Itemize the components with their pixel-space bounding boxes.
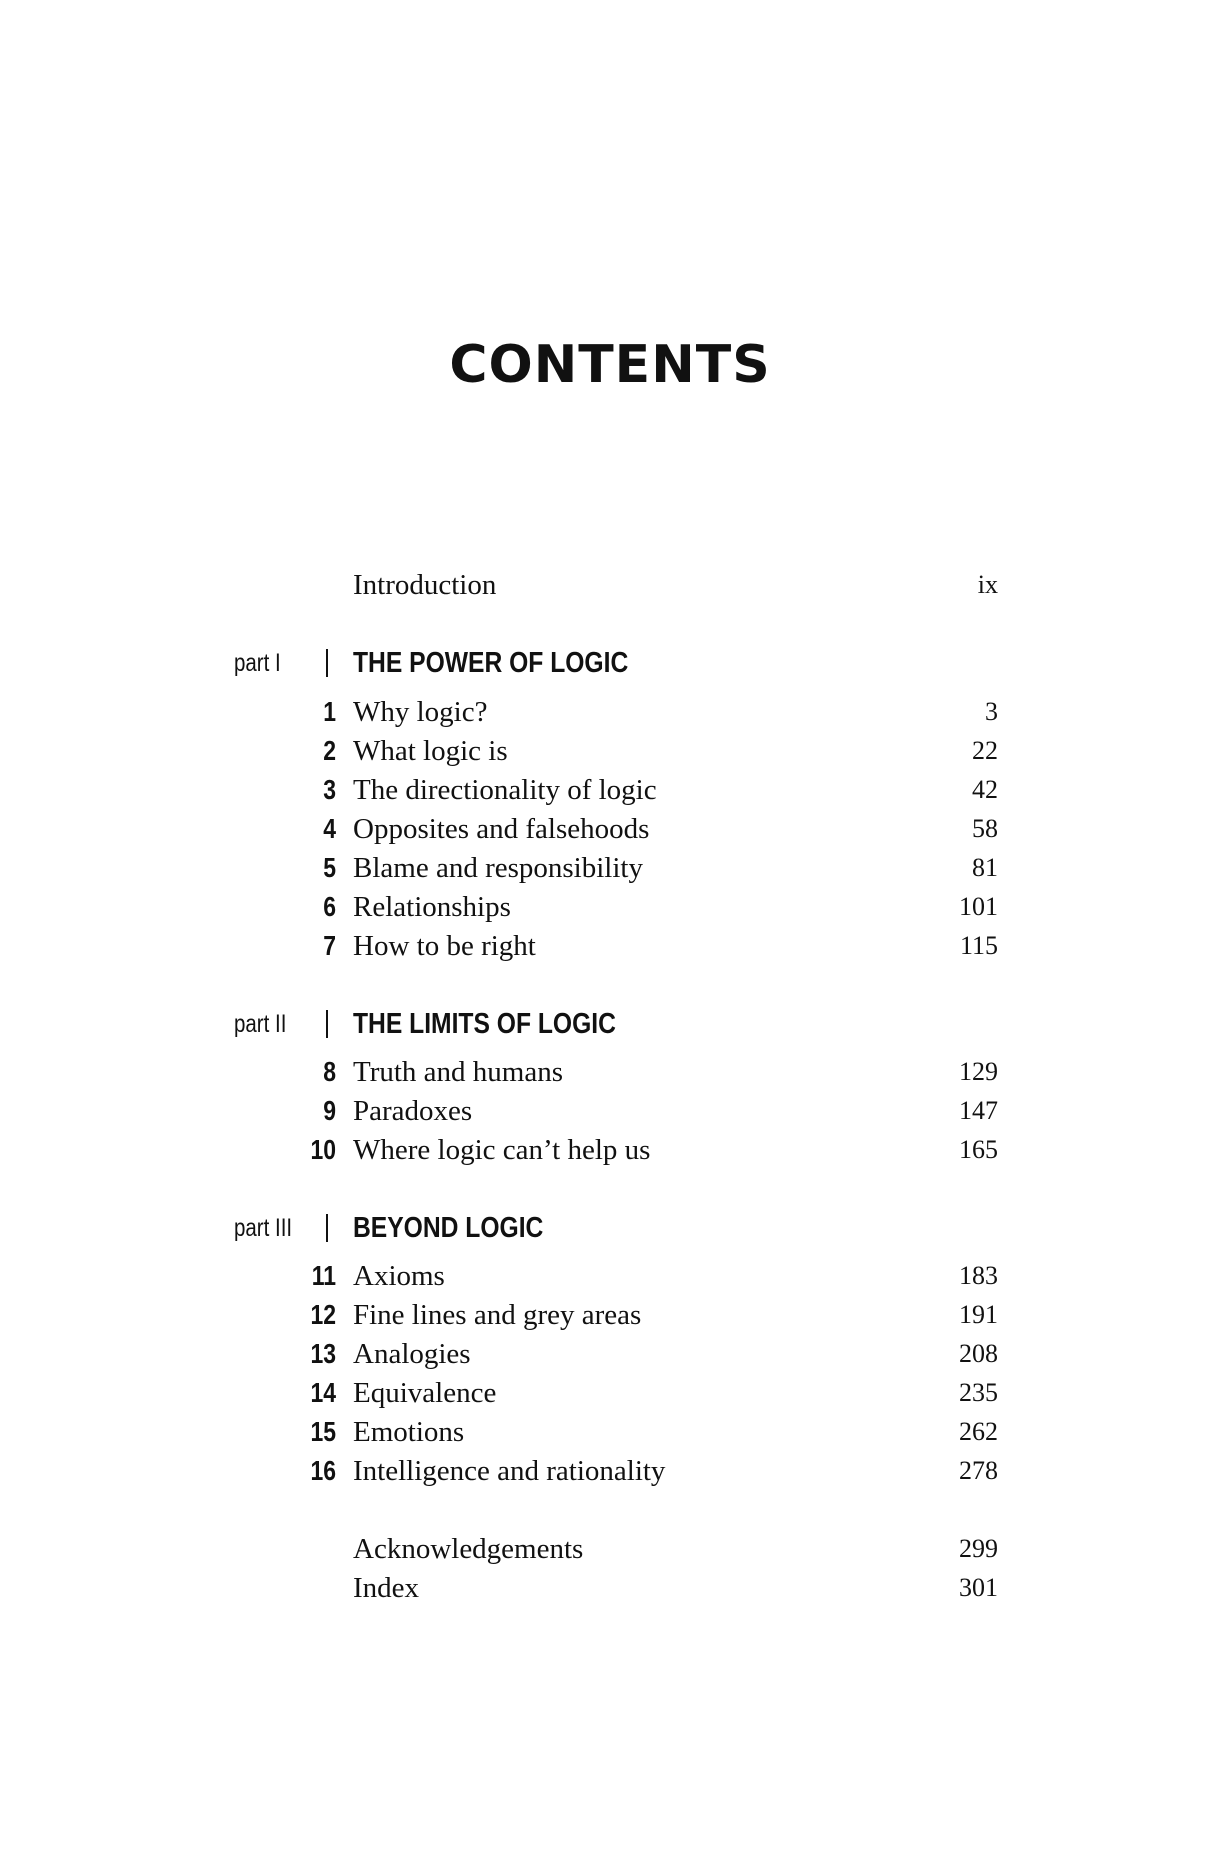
part-heading-3: [0, 1208, 1220, 1248]
toc-entry-acknowledgements[interactable]: [0, 1529, 1220, 1569]
page-number: 299: [959, 1534, 998, 1563]
chapter-number: 7: [323, 930, 336, 961]
page-number: 301: [959, 1573, 998, 1602]
toc-entry-introduction[interactable]: [0, 565, 1220, 605]
toc-chapter-16[interactable]: [0, 1451, 1220, 1491]
part-title: THE LIMITS OF LOGIC: [353, 1008, 616, 1040]
part-label: part III: [234, 1214, 293, 1242]
page-number: 129: [959, 1057, 998, 1086]
part-heading-2: [0, 1004, 1220, 1044]
page-title: CONTENTS: [449, 335, 771, 395]
chapter-title: Analogies: [353, 1338, 471, 1370]
page-number: 147: [959, 1096, 998, 1125]
page-number: 42: [972, 775, 998, 804]
chapter-number: 6: [323, 891, 336, 922]
toc-chapter-12[interactable]: [0, 1295, 1220, 1335]
chapter-number: 9: [323, 1095, 336, 1126]
page-number: 191: [959, 1300, 998, 1329]
chapter-title: Relationships: [353, 891, 511, 923]
page-number: 183: [959, 1261, 998, 1290]
chapter-number: 14: [310, 1377, 336, 1408]
chapter-number: 5: [323, 852, 336, 883]
chapter-title: The directionality of logic: [353, 774, 657, 806]
toc-chapter-11[interactable]: [0, 1256, 1220, 1296]
page-number: 58: [972, 814, 998, 843]
page-number: 22: [972, 736, 998, 765]
page-number: 81: [972, 853, 998, 882]
part-title: BEYOND LOGIC: [353, 1212, 544, 1244]
chapter-number: 3: [323, 774, 336, 805]
part-divider: [326, 649, 328, 677]
part-label: part II: [234, 1010, 287, 1038]
toc-chapter-5[interactable]: [0, 848, 1220, 888]
page-number: ix: [977, 570, 998, 599]
page-number: 115: [959, 931, 998, 960]
chapter-title: Truth and humans: [353, 1056, 563, 1088]
chapter-number: 16: [310, 1455, 336, 1486]
chapter-title: Opposites and falsehoods: [353, 813, 650, 845]
toc-chapter-6[interactable]: [0, 887, 1220, 927]
page-number: 235: [959, 1378, 998, 1407]
chapter-number: 8: [323, 1056, 336, 1087]
toc-chapter-2[interactable]: [0, 731, 1220, 771]
toc-chapter-1[interactable]: [0, 692, 1220, 732]
chapter-title: Intelligence and rationality: [353, 1455, 666, 1487]
entry-title: Acknowledgements: [353, 1533, 584, 1565]
page-number: 3: [985, 697, 998, 726]
entry-title: Introduction: [353, 569, 497, 601]
toc-chapter-9[interactable]: [0, 1091, 1220, 1131]
chapter-title: Why logic?: [353, 696, 488, 728]
part-divider: [326, 1010, 328, 1038]
toc-chapter-10[interactable]: [0, 1130, 1220, 1170]
part-title: THE POWER OF LOGIC: [353, 647, 629, 679]
chapter-number: 13: [310, 1338, 336, 1369]
chapter-title: What logic is: [353, 735, 508, 767]
part-divider: [326, 1214, 328, 1242]
chapter-number: 11: [311, 1260, 336, 1291]
chapter-title: Emotions: [353, 1416, 465, 1448]
toc-chapter-15[interactable]: [0, 1412, 1220, 1452]
page-number: 278: [959, 1456, 998, 1485]
chapter-title: Paradoxes: [353, 1095, 473, 1127]
toc-chapter-14[interactable]: [0, 1373, 1220, 1413]
toc-chapter-13[interactable]: [0, 1334, 1220, 1374]
part-heading-1: [0, 643, 1220, 683]
chapter-number: 2: [323, 735, 336, 766]
part-label: part I: [234, 649, 281, 677]
page-number: 208: [959, 1339, 998, 1368]
chapter-number: 12: [310, 1299, 336, 1330]
toc-chapter-3[interactable]: [0, 770, 1220, 810]
chapter-number: 15: [310, 1416, 336, 1447]
chapter-number: 4: [323, 813, 336, 844]
chapter-number: 10: [310, 1134, 336, 1165]
entry-title: Index: [353, 1572, 420, 1604]
chapter-title: Blame and responsibility: [353, 852, 643, 884]
chapter-title: Axioms: [353, 1260, 445, 1292]
page-number: 165: [959, 1135, 998, 1164]
chapter-number: 1: [323, 696, 336, 727]
page-number: 262: [959, 1417, 998, 1446]
chapter-title: Equivalence: [353, 1377, 497, 1409]
toc-chapter-8[interactable]: [0, 1052, 1220, 1092]
page-number: 101: [959, 892, 998, 921]
toc-chapter-7[interactable]: [0, 926, 1220, 966]
chapter-title: Fine lines and grey areas: [353, 1299, 642, 1331]
chapter-title: How to be right: [353, 930, 536, 962]
chapter-title: Where logic can’t help us: [353, 1134, 651, 1166]
toc-entry-index[interactable]: [0, 1568, 1220, 1608]
toc-chapter-4[interactable]: [0, 809, 1220, 849]
